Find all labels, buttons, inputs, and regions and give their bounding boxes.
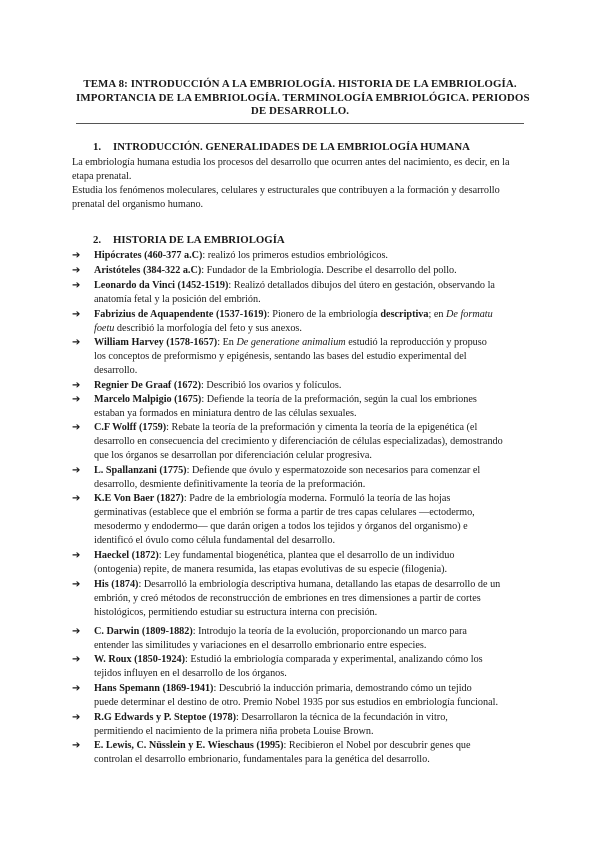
arrow-icon: ➔ — [72, 550, 81, 561]
history-item-name: Haeckel (1872) — [94, 550, 159, 561]
section-2-number: 2. — [93, 234, 102, 246]
section-1-number: 1. — [93, 141, 102, 153]
history-item-name: Fabrizius de Aquapendente (1537-1619) — [94, 309, 267, 320]
history-item-text: : Pionero de la embriología — [266, 309, 381, 320]
history-item-text: desarrollo, desmiente definitivamente la teoría de la preformación. — [94, 479, 366, 491]
history-item-name: Hans Spemann (1869-1941) — [94, 683, 214, 694]
history-item-text: identificó el óvulo como célula fundamental del desarrollo. — [94, 535, 336, 547]
title-line-2: IMPORTANCIA DE LA EMBRIOLOGÍA. TERMINOLOGÍA EMBRIOLÓGICA. PERIODOS — [76, 91, 530, 104]
history-item-name: His (1874) — [94, 579, 139, 590]
arrow-icon: ➔ — [72, 654, 81, 665]
history-item-emphasis: descriptiva — [380, 309, 429, 320]
history-item-text: (ontogenia) repite, de manera resumida, las etapas evolutivas de su especie (filogenia). — [94, 564, 448, 576]
history-item-name: Aristóteles (384-322 a.C) — [94, 265, 202, 276]
arrow-icon: ➔ — [72, 740, 81, 751]
history-item-text: : realizó los primeros estudios embriológicos. — [202, 250, 388, 261]
section-2-title: HISTORIA DE LA EMBRIOLOGÍA — [113, 234, 285, 246]
section-2-heading — [93, 234, 285, 247]
history-item-text: ; en — [428, 309, 447, 320]
arrow-icon: ➔ — [72, 683, 81, 694]
history-item-text: : Introdujo la teoría de la evolución, proporcionando un marco para — [192, 626, 467, 637]
history-item-text: : En — [217, 337, 237, 348]
history-item-name: C. Darwin (1809-1882) — [94, 626, 193, 637]
history-item-text: entender las similitudes y variaciones en el desarrollo embrionario entre especies. — [94, 640, 427, 652]
history-item-text: estudió la reproducción y propuso — [345, 337, 487, 348]
arrow-icon: ➔ — [72, 422, 81, 433]
history-item-text: puede determinar el destino de otro. Premio Nobel 1935 por sus estudios en embriología funcional. — [94, 697, 499, 709]
history-item-name: Hipócrates (460-377 a.C) — [94, 250, 203, 261]
history-item-text: tejidos influyen en el desarrollo de los órganos. — [94, 668, 287, 680]
arrow-icon: ➔ — [72, 309, 81, 320]
history-item-text: : Describió los ovarios y folículos. — [201, 380, 342, 391]
history-item-text: : Fundador de la Embriología. Describe el desarrollo del pollo. — [201, 265, 457, 276]
history-item-text: mesodermo y endodermo— que darán origen a todos los tejidos y órganos del organismo) e — [94, 521, 468, 533]
arrow-icon: ➔ — [72, 250, 81, 261]
text-line: prenatal del organismo humano. — [72, 199, 204, 211]
history-item-name: Marcelo Malpigio (1675) — [94, 394, 202, 405]
book-title: foetu — [94, 323, 115, 335]
history-item-name: L. Spallanzani (1775) — [94, 465, 187, 476]
history-item-text: : Desarrolló la embriología descriptiva humana, detallando las etapas de desarrollo de un — [138, 579, 501, 590]
title-line-3: DE DESARROLLO. — [250, 105, 350, 117]
history-item-name: K.E Von Baer (1827) — [94, 493, 184, 504]
arrow-icon: ➔ — [72, 337, 81, 348]
arrow-icon: ➔ — [72, 712, 81, 723]
history-item-name: Leonardo da Vinci (1452-1519) — [94, 280, 229, 291]
history-item-text: describió la morfología del feto y sus anexos. — [114, 323, 302, 335]
history-item-text: estaban ya formados en miniatura dentro de las células sexuales. — [94, 408, 357, 420]
history-item-text: : Recibieron el Nobel por descubrir genes que — [283, 740, 471, 751]
history-item-text: : Estudió la embriología comparada y experimental, analizando cómo los — [185, 654, 483, 665]
history-item-text: desarrollo en consecuencia del crecimiento y diferenciación de células especializadas), demostrando — [94, 436, 503, 448]
arrow-icon: ➔ — [72, 265, 81, 276]
history-item-text: : Ley fundamental biogenética, plantea que el desarrollo de un individuo — [158, 550, 455, 561]
text-line: La embriología humana estudia los procesos del desarrollo que ocurren antes del nacimiento, es decir, en la — [72, 157, 510, 168]
history-item-text: : Defiende la teoría de la preformación, según la cual los embriones — [201, 394, 477, 405]
history-item-text: permitiendo el nacimiento de la primera niña probeta Louise Brown. — [94, 726, 374, 738]
section-1-title: INTRODUCCIÓN. GENERALIDADES DE LA EMBRIOLOGÍA HUMANA — [113, 141, 470, 153]
section-1-heading — [93, 141, 470, 154]
text-line: etapa prenatal. — [72, 171, 132, 183]
history-item-name: E. Lewis, C. Nüsslein y E. Wieschaus (1995) — [94, 740, 284, 751]
history-item-name: Regnier De Graaf (1672) — [94, 380, 202, 391]
arrow-icon: ➔ — [72, 626, 81, 637]
arrow-icon: ➔ — [72, 493, 81, 504]
arrow-icon: ➔ — [72, 280, 81, 291]
history-item-text: : Defiende que óvulo y espermatozoide son necesarios para comenzar el — [186, 465, 481, 476]
history-item-text: embrión, y creó métodos de reconstrucción de embriones en tres dimensiones a partir de cortes — [94, 593, 481, 605]
history-item-text: los conceptos de preformismo y epigénesis, sentando las bases del estudio experimental del — [94, 351, 467, 363]
history-item-text: que los órganos se desarrollan por diferenciación celular progresiva. — [94, 450, 372, 462]
book-title: De formatu — [446, 309, 493, 320]
history-item-text: anatomía fetal y la posición del embrión. — [94, 294, 261, 306]
history-item-name: C.F Wolff (1759) — [94, 422, 167, 433]
history-item-text: : Padre de la embriología moderna. Formuló la teoría de las hojas — [183, 493, 451, 504]
history-item-name: W. Roux (1850-1924) — [94, 654, 186, 665]
history-item-text: : Desarrollaron la técnica de la fecundación in vitro, — [235, 712, 448, 723]
history-item-text: histológicos, permitiendo estudiar su estructura interna con precisión. — [94, 607, 378, 619]
arrow-icon: ➔ — [72, 380, 81, 391]
section-1-paragraph — [72, 156, 528, 212]
arrow-icon: ➔ — [72, 465, 81, 476]
history-item-text: germinativas (establece que el embrión se forma a partir de tres capas celulares —ectodermo, — [94, 507, 475, 519]
history-item-text: : Rebate la teoría de la preformación y cimenta la teoría de la epigenética (el — [166, 422, 478, 433]
history-item-text: : Realizó detallados dibujos del útero en gestación, observando la — [228, 280, 495, 291]
document-title — [76, 78, 530, 119]
history-item-text: desarrollo. — [94, 365, 138, 377]
history-item-text: : Descubrió la inducción primaria, demostrando cómo un tejido — [213, 683, 472, 694]
book-title: De generatione animalium — [236, 337, 346, 348]
text-line: Estudia los fenómenos moleculares, celulares y estructurales que contribuyen a la formación y desarrollo — [72, 185, 500, 197]
arrow-icon: ➔ — [72, 579, 81, 590]
arrow-icon: ➔ — [72, 394, 81, 405]
title-divider — [76, 123, 524, 124]
history-item-name: William Harvey (1578-1657) — [94, 337, 218, 348]
history-item-text: controlan el desarrollo embrionario, fundamentales para la genética del desarrollo. — [94, 754, 430, 766]
history-item-name: R.G Edwards y P. Steptoe (1978) — [94, 712, 236, 723]
title-line-1: TEMA 8: INTRODUCCIÓN A LA EMBRIOLOGÍA. HISTORIA DE LA EMBRIOLOGÍA. — [83, 78, 517, 90]
